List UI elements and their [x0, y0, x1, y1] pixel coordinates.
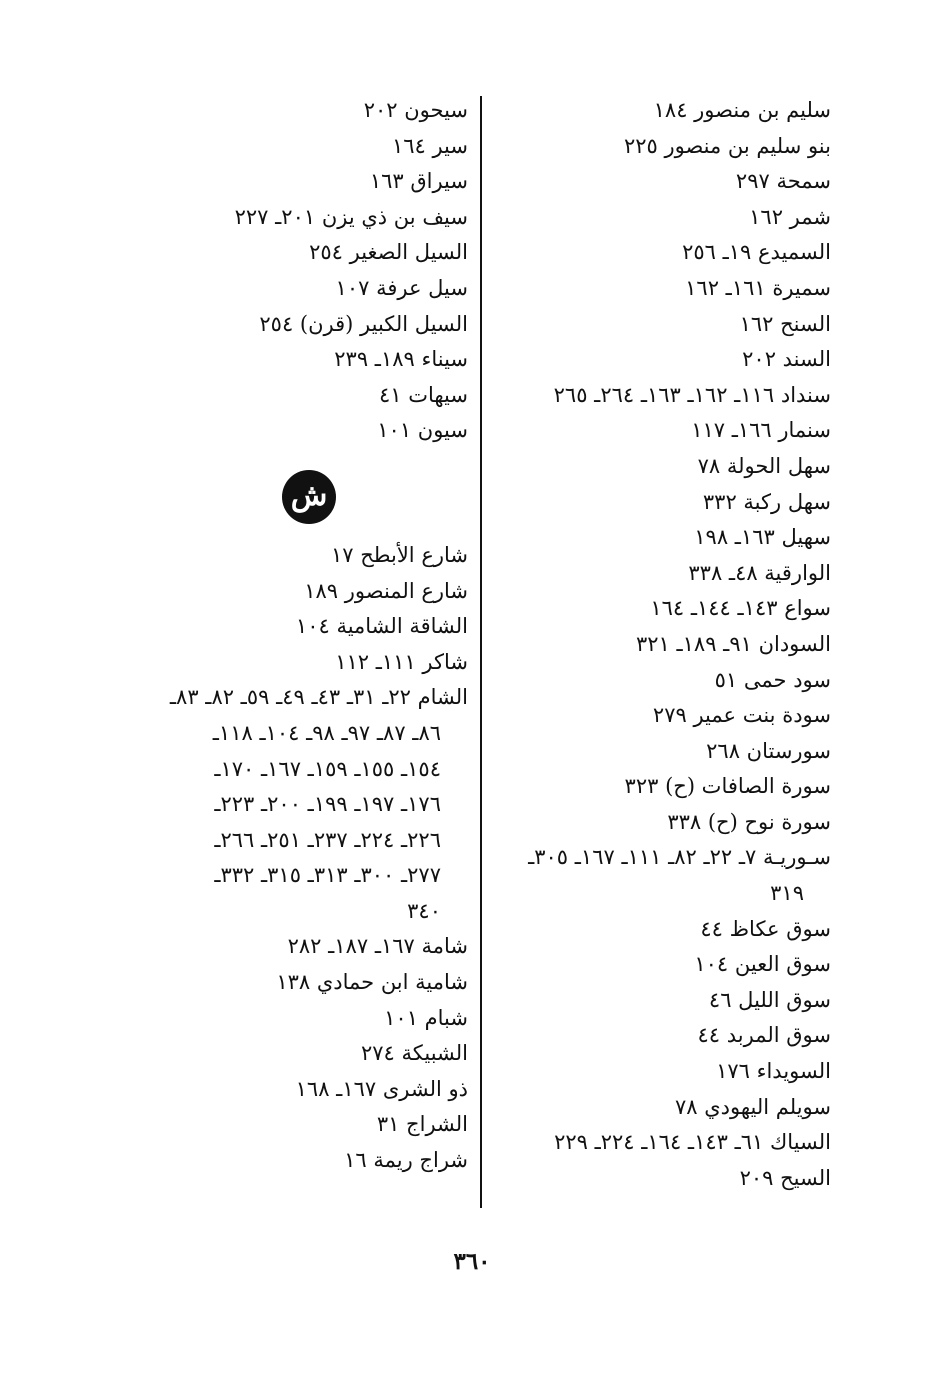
index-entry: شاكر ١١١ـ ١١٢: [335, 649, 468, 674]
index-entry: السودان ٩١ـ ١٨٩ـ ٣٢١: [635, 631, 831, 656]
index-entry: شارع المنصور ١٨٩: [304, 578, 468, 603]
index-entry: الشاقة الشامية ١٠٤: [295, 614, 468, 639]
index-entry: شبام ١٠١: [384, 1005, 468, 1030]
index-entry: سليم بن منصور ١٨٤: [653, 98, 831, 122]
index-entry: الشام ٢٢ـ ٣١ـ ٤٣ـ ٤٩ـ ٥٩ـ ٨٢ـ ٨٣ـ: [169, 685, 468, 710]
index-entry: السيل الصغير ٢٥٤: [309, 240, 468, 265]
index-entry: سـوريـة ٧ـ ٢٢ـ ٨٢ـ ١١١ـ ١٦٧ـ ٣٠٥ـ: [528, 845, 831, 870]
index-entry: السيل الكبير (قرن) ٢٥٤: [259, 311, 468, 336]
index-entry: شمر ١٦٢: [749, 204, 831, 229]
index-entry: شراج ريمة ١٦: [344, 1148, 468, 1173]
index-entry: سمحة ٢٩٧: [735, 169, 831, 194]
index-entry: السند ٢٠٢: [742, 347, 831, 372]
index-entry: ٣٤٠: [407, 898, 441, 923]
index-entry: سوق الليل ٤٦: [708, 987, 831, 1012]
index-entry: شامة ١٦٧ـ ١٨٧ـ ٢٨٢: [287, 934, 468, 959]
index-entry: سيحون ٢٠٢: [363, 98, 468, 122]
index-entry: بنو سليم بن منصور ٢٢٥: [623, 133, 831, 158]
index-entry: سهل ركبة ٣٣٢: [702, 489, 831, 514]
index-entry: ١٥٤ـ ١٥٥ـ ١٥٩ـ ١٦٧ـ ١٧٠ـ: [214, 756, 441, 781]
index-entry: سوق عكاظ ٤٤: [700, 916, 831, 941]
index-entry: سيناء ١٨٩ـ ٢٣٩: [334, 347, 468, 372]
index-entry: ١٧٦ـ ١٩٧ـ ١٩٩ـ ٢٠٠ـ ٢٢٣ـ: [214, 792, 441, 817]
index-entry: سواع ١٤٣ـ ١٤٤ـ ١٦٤: [650, 596, 831, 621]
index-entry: سويلم اليهودي ٧٨: [674, 1094, 831, 1119]
index-entry: شامية ابن حمادي ١٣٨: [276, 970, 468, 995]
index-entry: سيف بن ذي يزن ٢٠١ـ ٢٢٧: [234, 204, 468, 229]
index-entry: ٨٦ـ ٨٧ـ ٩٧ـ ٩٨ـ ١٠٤ـ ١١٨ـ: [212, 720, 441, 745]
index-entry: السميدع ١٩ـ ٢٥٦: [682, 240, 831, 265]
index-entry: سيون ١٠١: [377, 418, 468, 443]
page-number: ٣٦٠: [453, 1248, 491, 1275]
index-entry: سوق العين ١٠٤: [694, 952, 831, 977]
index-entry: السيح ٢٠٩: [739, 1165, 831, 1190]
index-entry: ٢٢٦ـ ٢٢٤ـ ٢٣٧ـ ٢٥١ـ ٢٦٦ـ: [214, 827, 441, 852]
index-entry: سورستان ٢٦٨: [706, 738, 831, 763]
index-entry: الوارقية ٤٨ـ ٣٣٨: [688, 560, 831, 585]
letter-heading-badge: ش: [282, 470, 336, 524]
index-entry: السويداء ١٧٦: [716, 1059, 831, 1084]
index-entry: السنح ١٦٢: [739, 311, 831, 336]
index-entry: سوق المربد ٤٤: [697, 1023, 831, 1048]
index-entry: سورة الصافات (ح) ٣٢٣: [624, 774, 831, 799]
index-group-sin: [98, 93, 468, 449]
index-entry: سهيل ١٦٣ـ ١٩٨: [694, 525, 831, 550]
index-entry: شارع الأبطح ١٧: [330, 542, 468, 567]
index-entry: السياك ٦١ـ ١٤٣ـ ١٦٤ـ ٢٢٤ـ ٢٢٩: [554, 1130, 831, 1155]
index-entry: الشبيكة ٢٧٤: [360, 1041, 468, 1066]
index-entry: سيل عرفة ١٠٧: [335, 275, 468, 300]
index-entry: الشراج ٣١: [376, 1112, 468, 1137]
index-entry: سميرة ١٦١ـ ١٦٢: [685, 275, 831, 300]
index-entry: سنداد ١١٦ـ ١٦٢ـ ١٦٣ـ ٢٦٤ـ ٢٦٥: [553, 382, 831, 407]
index-entry: ٢٧٧ـ ٣٠٠ـ ٣١٣ـ ٣١٥ـ ٣٣٢ـ: [214, 863, 441, 888]
index-entry: سهل الحولة ٧٨: [697, 453, 831, 478]
index-entry: سودة بنت عمير ٢٧٩: [652, 703, 831, 728]
index-entry: ٣١٩: [770, 881, 804, 906]
index-entry: سود حمى ٥١: [714, 667, 831, 692]
index-column-right: [471, 93, 831, 1196]
index-entry: ذو الشرى ١٦٧ـ ١٦٨: [295, 1076, 468, 1101]
index-entry: سيهات ٤١: [378, 382, 468, 407]
index-group-shin: [98, 538, 468, 1179]
index-entry: سير ١٦٤: [391, 133, 468, 158]
index-entry: سورة نوح (ح) ٣٣٨: [667, 809, 831, 834]
index-entry: سنمار ١٦٦ـ ١١٧: [691, 418, 831, 443]
column-divider: [480, 96, 482, 1208]
index-entry: سيراق ١٦٣: [369, 169, 468, 194]
index-column-left: [98, 93, 468, 1179]
